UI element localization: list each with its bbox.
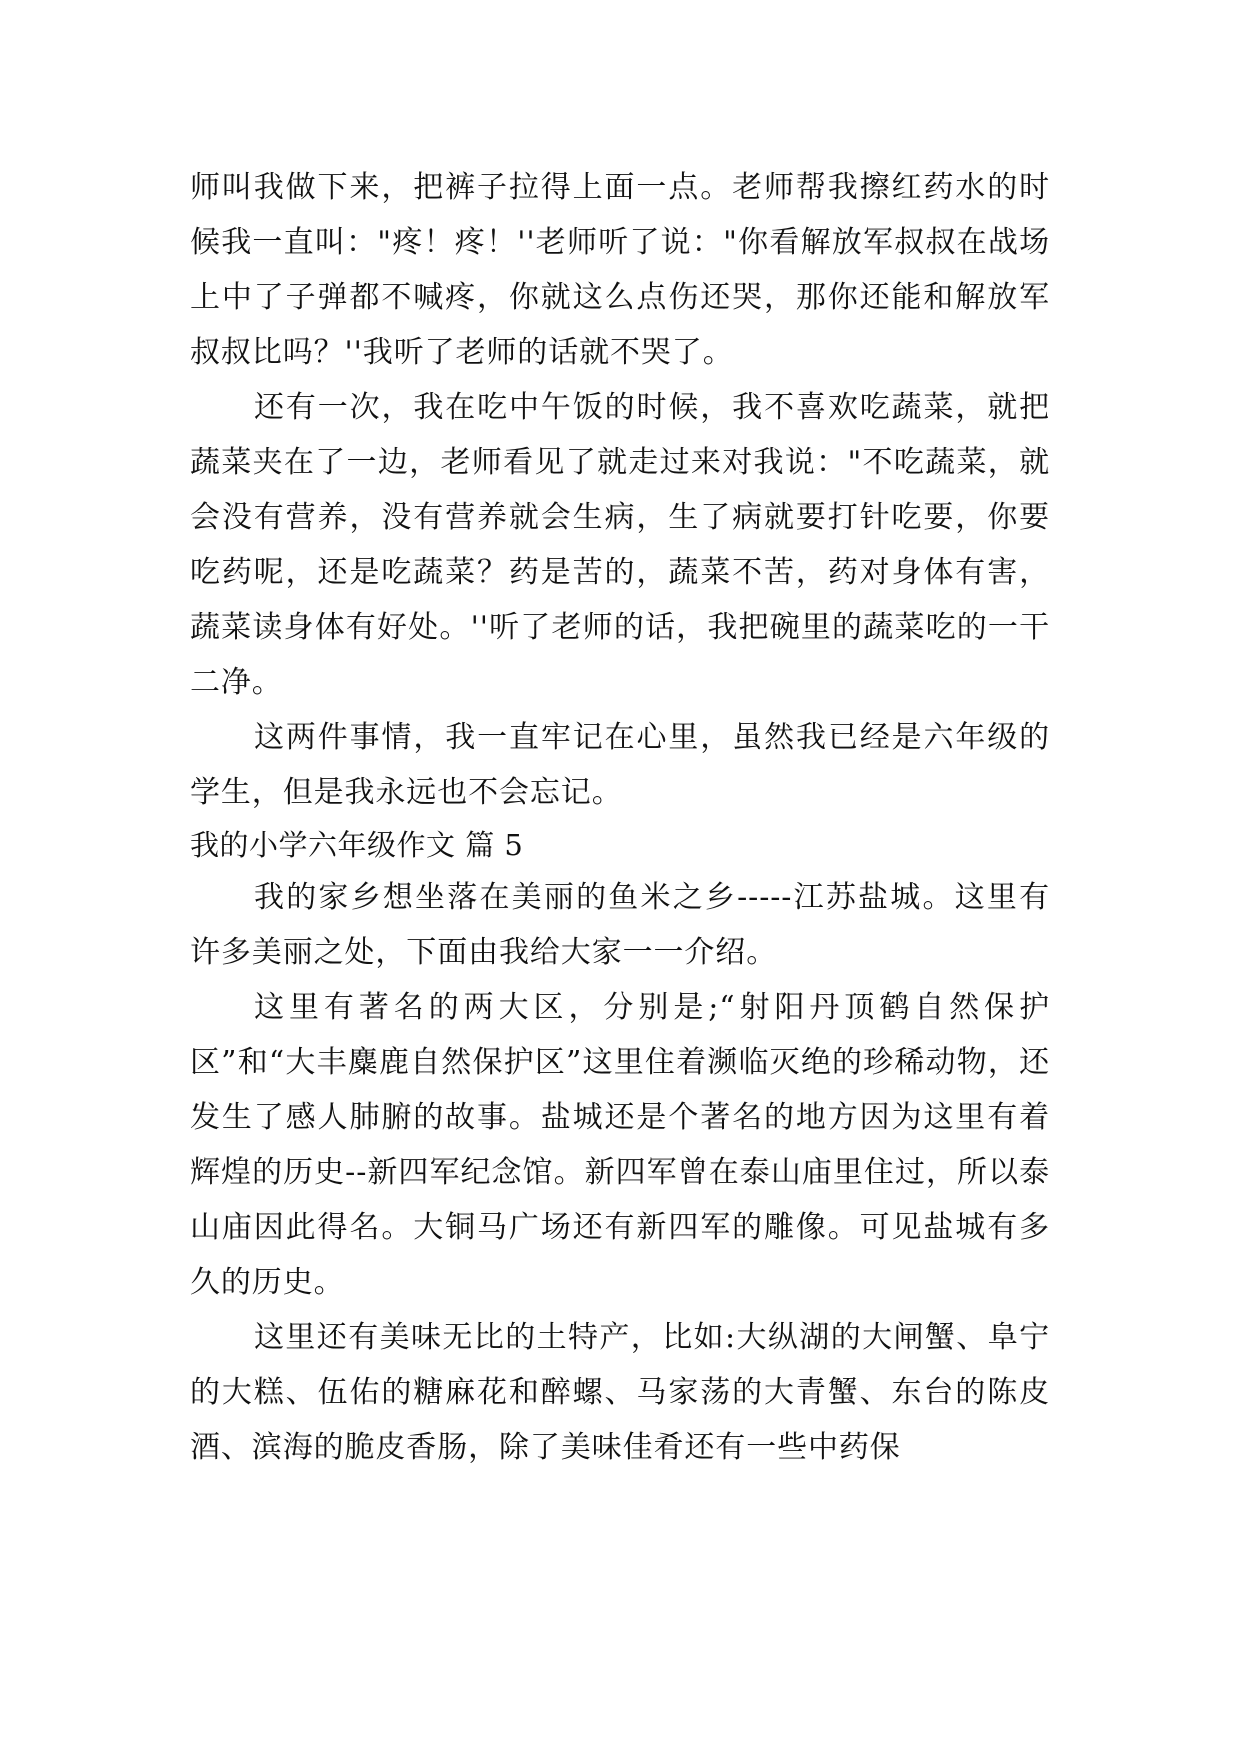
section-heading: 我的小学六年级作文 篇 5 [190,828,524,862]
paragraph: 师叫我做下来，把裤子拉得上面一点。老师帮我擦红药水的时候我一直叫："疼！疼！''老师听了说："你看解放军叔叔在战场上中了子弹都不喊疼，你就这么点伤还哭，那你还能和解放军叔叔比吗？''我听了老师的话就不哭了。 [190,170,1050,370]
paragraph: 这里有著名的两大区，分别是;“射阳丹顶鹤自然保护区”和“大丰麋鹿自然保护区”这里住着濒临灭绝的珍稀动物，还发生了感人肺腑的故事。盐城还是个著名的地方因为这里有着辉煌的历史--新四军纪念馆。新四军曾在泰山庙里住过，所以泰山庙因此得名。大铜马广场还有新四军的雕像。可见盐城有多久的历史。 [190,990,1050,1300]
paragraph: 这里还有美味无比的土特产，比如:大纵湖的大闸蟹、阜宁的大糕、伍佑的糖麻花和醉螺、马家荡的大青蟹、东台的陈皮酒、滨海的脆皮香肠，除了美味佳肴还有一些中药保 [190,1320,1050,1465]
paragraph: 这两件事情，我一直牢记在心里，虽然我已经是六年级的学生，但是我永远也不会忘记。 [190,720,1050,810]
paragraph: 我的家乡想坐落在美丽的鱼米之乡-----江苏盐城。这里有许多美丽之处，下面由我给大家一一介绍。 [190,880,1050,970]
document-body [190,160,1050,1475]
paragraph: 还有一次，我在吃中午饭的时候，我不喜欢吃蔬菜，就把蔬菜夹在了一边，老师看见了就走过来对我说："不吃蔬菜，就会没有营养，没有营养就会生病，生了病就要打针吃要，你要吃药呢，还是吃蔬菜？药是苦的，蔬菜不苦，药对身体有害，蔬菜读身体有好处。''听了老师的话，我把碗里的蔬菜吃的一干二净。 [190,390,1050,700]
